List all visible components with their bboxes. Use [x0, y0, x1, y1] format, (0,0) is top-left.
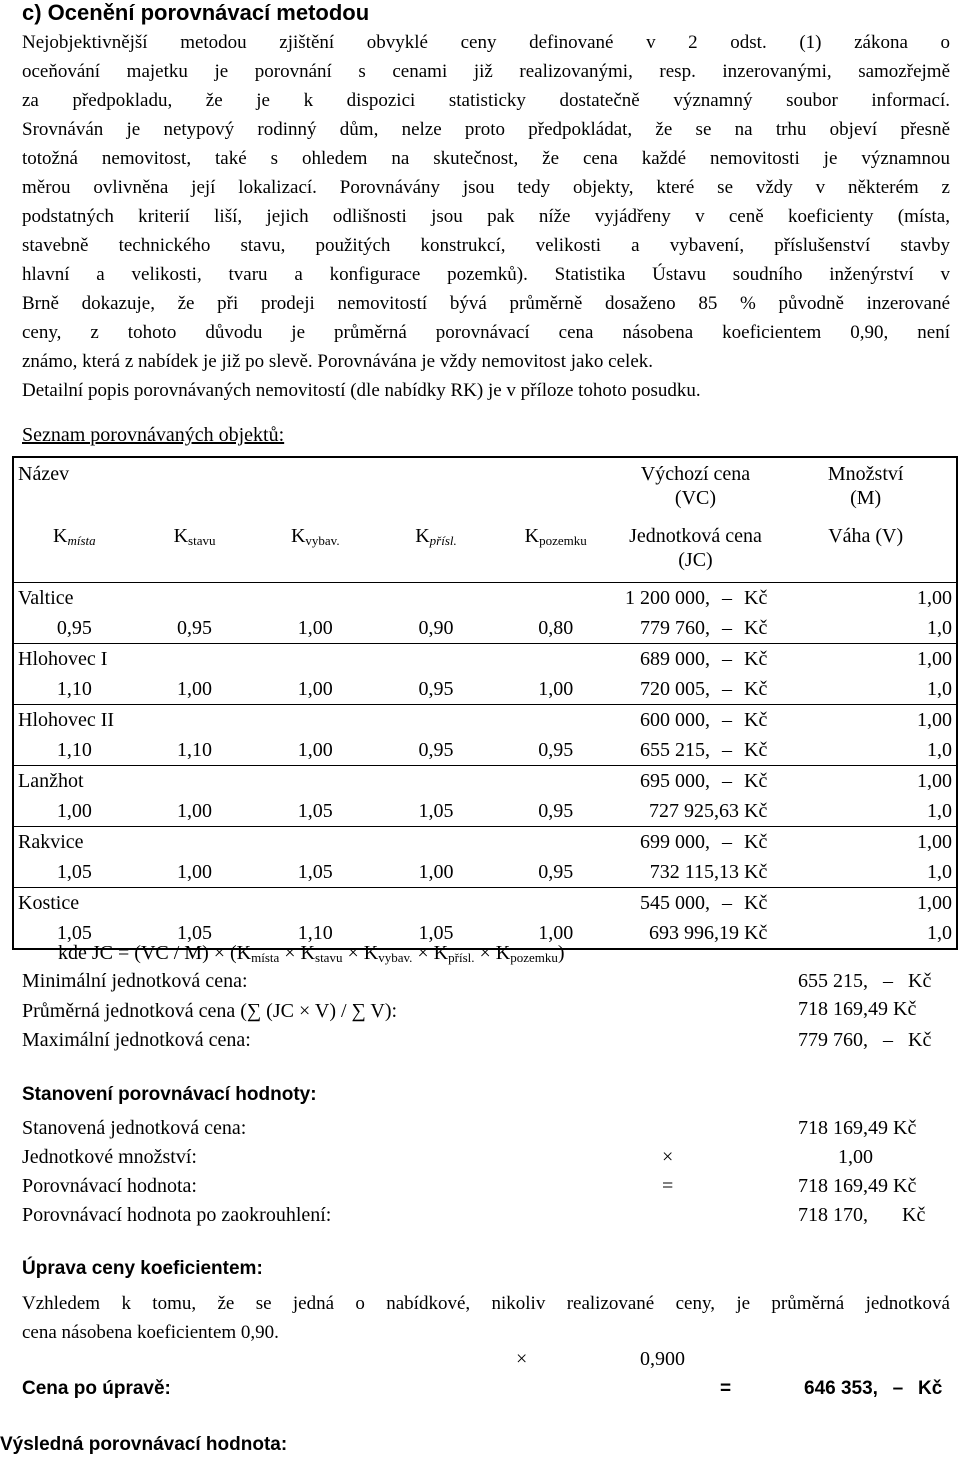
avg-value-number: 718 169,49: [798, 998, 888, 1020]
header-mnozstvi-label: Množství: [827, 463, 904, 485]
uprava-line: Vzhledem k tomu, že se jedná o nabídkové, nikoliv realizované ceny, je průměrná jednotková: [22, 1293, 950, 1314]
object-name: Kostice: [13, 888, 616, 919]
header-vaha: Váha (V): [775, 520, 957, 583]
currency: Kč: [744, 800, 768, 822]
header-vc-label: (VC): [674, 487, 717, 509]
jc-cell: [616, 796, 776, 827]
stanoveni-value: 1,00: [838, 1146, 873, 1168]
result-operator: =: [720, 1378, 732, 1399]
jc-value: 727 925,63: [649, 800, 740, 822]
intro-line: Srovnáván je netypový rodinný dům, nelze proto předpokládat, že se na trhu objeví přesně: [22, 119, 950, 140]
dash: –: [722, 648, 733, 670]
m-cell: 1,00: [775, 644, 957, 675]
k-symbol: K: [524, 525, 540, 547]
dash: –: [883, 970, 893, 992]
stanoveni-label: Stanovená jednotková cena:: [22, 1117, 247, 1139]
section-title: c) Ocenění porovnávací metodou: [22, 0, 370, 25]
multiply-operator: ×: [662, 1146, 674, 1168]
stanoveni-value: [798, 1117, 916, 1140]
dash: –: [722, 709, 733, 731]
object-name: Lanžhot: [13, 766, 616, 797]
jc-value: 693 996,19: [649, 922, 740, 944]
v-cell: 1,0: [927, 617, 952, 639]
dash: –: [883, 1029, 893, 1051]
k-symbol: K: [173, 525, 189, 547]
jc-cell: [616, 674, 776, 705]
table-row: [13, 857, 957, 888]
currency: Kč: [893, 1175, 917, 1197]
currency: Kč: [744, 678, 768, 700]
dash: –: [722, 831, 733, 853]
table-row: [13, 613, 957, 644]
m-cell: 1,00: [775, 705, 957, 736]
header-k-mista: [13, 520, 135, 583]
final-title: Výsledná porovnávací hodnota:: [0, 1434, 288, 1455]
dash: –: [722, 739, 733, 761]
table-row: [13, 888, 957, 919]
object-name: Valtice: [13, 583, 616, 614]
coef-cell: 1,00: [56, 800, 92, 822]
table-row: [13, 705, 957, 736]
v-cell: 1,0: [927, 678, 952, 700]
formula: [58, 942, 565, 966]
stanoveni-value: [798, 1175, 916, 1198]
jc-value: 655 215,: [640, 739, 711, 761]
object-name: Hlohovec I: [13, 644, 616, 675]
table-title: Seznam porovnávaných objektů:: [22, 424, 285, 446]
header-vychozi-cena-label: Výchozí cena: [640, 463, 751, 485]
vc-value: 689 000,: [640, 648, 711, 670]
formula-text: × K: [474, 942, 511, 964]
coef-cell: 1,00: [297, 678, 333, 700]
coef-cell: 1,05: [297, 800, 333, 822]
formula-text: × K: [342, 942, 379, 964]
vc-value: 1 200 000,: [625, 587, 711, 609]
object-name: Hlohovec II: [13, 705, 616, 736]
table-header-row: [13, 520, 957, 583]
currency: Kč: [893, 1117, 917, 1139]
coef-cell: 1,05: [56, 922, 92, 944]
header-k-stavu: [135, 520, 255, 583]
result-value: [804, 1378, 942, 1400]
result-value-number: 646 353,: [804, 1378, 878, 1399]
coef-cell: 0,80: [538, 617, 574, 639]
table-row: [13, 644, 957, 675]
currency: Kč: [744, 892, 768, 914]
intro-line: Brně dokazuje, že při prodeji nemovitostí bývá průměrně dosaženo 85 % původně inzerované: [22, 293, 950, 314]
result-label: Cena po úpravě:: [22, 1378, 171, 1399]
currency: Kč: [744, 709, 768, 731]
header-k-vybav: [254, 520, 376, 583]
currency: Kč: [908, 970, 932, 992]
formula-sub: přísl.: [448, 950, 475, 965]
currency: Kč: [908, 1029, 932, 1051]
header-jc-abbr: (JC): [678, 549, 713, 571]
max-value-number: 779 760,: [798, 1029, 868, 1051]
intro-line: oceňování majetku je porovnání s cenami již realizovanými, resp. inzerovanými, samozřejmě: [22, 61, 950, 82]
vc-value: 545 000,: [640, 892, 711, 914]
coef-cell: 0,95: [177, 617, 213, 639]
v-cell: 1,0: [927, 800, 952, 822]
m-cell: 1,00: [775, 827, 957, 858]
currency: Kč: [893, 998, 917, 1020]
coef-cell: 1,00: [177, 861, 213, 883]
coef-cell: 1,10: [56, 678, 92, 700]
header-mnozstvi: [775, 457, 957, 520]
intro-line: za předpokladu, že je k dispozici statisticky dostatečně významný soubor informací.: [22, 90, 950, 111]
k-subscript: pozemku: [539, 533, 587, 548]
formula-text: kde JC = (VC / M) × (K: [58, 942, 252, 964]
header-nazev: Název: [18, 463, 70, 485]
uprava-title: Úprava ceny koeficientem:: [22, 1258, 263, 1279]
coef-cell: 0,95: [538, 739, 574, 761]
stanoveni-value-number: 718 169,49: [798, 1175, 888, 1197]
k-subscript: vybav.: [305, 533, 340, 548]
avg-value: [798, 998, 916, 1021]
k-subscript: místa: [67, 533, 96, 548]
coef-cell: 1,00: [418, 861, 454, 883]
stanoveni-value-number: 718 169,49: [798, 1117, 888, 1139]
coef-cell: 1,05: [418, 800, 454, 822]
jc-cell: [616, 613, 776, 644]
currency: Kč: [744, 831, 768, 853]
formula-sub: stavu: [315, 950, 343, 965]
currency: Kč: [917, 1378, 943, 1399]
intro-paragraph: [22, 28, 950, 405]
formula-text: × K: [279, 942, 316, 964]
header-vychozi-cena: [616, 457, 776, 520]
vc-cell: [616, 583, 776, 614]
intro-line: ceny, z tohoto důvodu je průměrná porovnávací cena násobena koeficientem 0,90, není: [22, 322, 950, 343]
dash: –: [722, 678, 733, 700]
intro-line: stavebně technického stavu, použitých konstrukcí, velikosti a vybavení, příslušenství stavby: [22, 235, 950, 256]
table-row: [13, 766, 957, 797]
stanoveni-value-number: 718 170,: [798, 1204, 868, 1226]
coef-cell: 1,10: [56, 739, 92, 761]
jc-cell: [616, 857, 776, 888]
stanoveni-title: Stanovení porovnávací hodnoty:: [22, 1084, 317, 1105]
intro-line: Nejobjektivnější metodou zjištění obvyklé ceny definované v 2 odst. (1) zákona o: [22, 32, 950, 53]
dash: –: [722, 617, 733, 639]
intro-line: hlavní a velikosti, tvaru a konfigurace pozemků). Statistika Ústavu soudního inženýrství v: [22, 264, 950, 285]
coef-cell: 1,10: [297, 922, 333, 944]
k-symbol: K: [53, 525, 68, 547]
table-row: [13, 674, 957, 705]
vc-cell: [616, 888, 776, 919]
intro-line: podstatných kriterií liší, jejich odlišnosti jsou pak níže vyjádřeny v ceně koeficienty (místa,: [22, 206, 950, 227]
header-m-label: (M): [850, 487, 882, 509]
currency: Kč: [744, 739, 768, 761]
jc-cell: [616, 918, 776, 949]
coef-operator: ×: [516, 1348, 528, 1370]
currency: Kč: [744, 587, 768, 609]
currency: Kč: [902, 1204, 926, 1226]
dash: –: [892, 1378, 904, 1399]
header-jc-label: Jednotková cena: [629, 525, 762, 547]
uprava-paragraph: [22, 1289, 950, 1347]
coef-cell: 1,00: [177, 678, 213, 700]
coef-value: 0,900: [640, 1348, 685, 1370]
vc-cell: [616, 766, 776, 797]
coef-cell: 1,00: [538, 922, 574, 944]
avg-label: Průměrná jednotková cena (∑ (JC × V) / ∑ V):: [22, 1000, 398, 1022]
coef-cell: 1,00: [297, 739, 333, 761]
table-row: [13, 796, 957, 827]
max-label: Maximální jednotková cena:: [22, 1029, 251, 1051]
table-row: [13, 735, 957, 766]
coef-cell: 0,95: [56, 617, 92, 639]
currency: Kč: [744, 922, 768, 944]
currency: Kč: [744, 617, 768, 639]
coef-cell: 1,05: [56, 861, 92, 883]
jc-value: 720 005,: [640, 678, 711, 700]
vc-cell: [616, 705, 776, 736]
stanoveni-label: Porovnávací hodnota po zaokrouhlení:: [22, 1204, 332, 1226]
min-value: [798, 970, 931, 993]
coef-cell: 1,00: [538, 678, 574, 700]
coef-cell: 1,05: [177, 922, 213, 944]
dash: –: [722, 892, 733, 914]
jc-value: 732 115,13: [649, 861, 740, 883]
coef-cell: 0,95: [538, 800, 574, 822]
coef-cell: 1,05: [297, 861, 333, 883]
formula-sub: pozemku: [510, 950, 558, 965]
jc-value: 779 760,: [640, 617, 711, 639]
object-name: Rakvice: [13, 827, 616, 858]
max-value: [798, 1029, 931, 1052]
coef-cell: 0,90: [418, 617, 454, 639]
header-jednotkova-cena: [616, 520, 776, 583]
vc-cell: [616, 644, 776, 675]
v-cell: 1,0: [927, 861, 952, 883]
m-cell: 1,00: [775, 583, 957, 614]
coef-cell: 1,00: [177, 800, 213, 822]
jc-cell: [616, 735, 776, 766]
coef-cell: 1,00: [297, 617, 333, 639]
coef-cell: 0,95: [418, 739, 454, 761]
intro-line: známo, která z nabídek je již po slevě. Porovnávána je vždy nemovitost jako celek.: [22, 351, 654, 372]
header-k-pozemku: [496, 520, 616, 583]
formula-text: ): [557, 942, 565, 964]
min-label: Minimální jednotková cena:: [22, 970, 248, 992]
vc-value: 695 000,: [640, 770, 711, 792]
table-body: [13, 583, 957, 950]
table-row: [13, 827, 957, 858]
coef-cell: 0,95: [538, 861, 574, 883]
intro-line: totožná nemovitost, také s ohledem na skutečnost, že cena každé nemovitosti je významnou: [22, 148, 950, 169]
intro-line: Detailní popis porovnávaných nemovitostí (dle nabídky RK) je v příloze tohoto posudku.: [22, 380, 701, 401]
comparison-table: [12, 456, 958, 950]
v-cell: 1,0: [927, 739, 952, 761]
table-header-row: [13, 457, 957, 520]
stanoveni-label: Porovnávací hodnota:: [22, 1175, 197, 1197]
dash: –: [722, 770, 733, 792]
k-symbol: K: [415, 525, 430, 547]
v-cell: 1,0: [927, 922, 952, 944]
formula-sub: vybav.: [378, 950, 413, 965]
dash: –: [722, 587, 733, 609]
header-k-prisl: [376, 520, 496, 583]
stanoveni-label: Jednotkové množství:: [22, 1146, 197, 1168]
vc-value: 600 000,: [640, 709, 711, 731]
coef-cell: 1,05: [418, 922, 454, 944]
currency: Kč: [744, 770, 768, 792]
vc-value: 699 000,: [640, 831, 711, 853]
currency: Kč: [744, 861, 768, 883]
vc-cell: [616, 827, 776, 858]
coef-cell: 0,95: [418, 678, 454, 700]
table-row: [13, 583, 957, 614]
equals-operator: =: [662, 1175, 674, 1197]
k-symbol: K: [290, 525, 306, 547]
coef-cell: 1,10: [177, 739, 213, 761]
k-subscript: stavu: [188, 533, 216, 548]
currency: Kč: [744, 648, 768, 670]
intro-line: měrou ovlivněna její lokalizací. Porovnávány jsou tedy objekty, které se vždy v některém z: [22, 177, 950, 198]
min-value-number: 655 215,: [798, 970, 868, 992]
k-subscript: přísl.: [429, 533, 457, 548]
uprava-line: cena násobena koeficientem 0,90.: [22, 1322, 279, 1343]
m-cell: 1,00: [775, 766, 957, 797]
formula-text: × K: [412, 942, 449, 964]
m-cell: 1,00: [775, 888, 957, 919]
stanoveni-value: [798, 1204, 925, 1227]
formula-sub: místa: [251, 950, 280, 965]
